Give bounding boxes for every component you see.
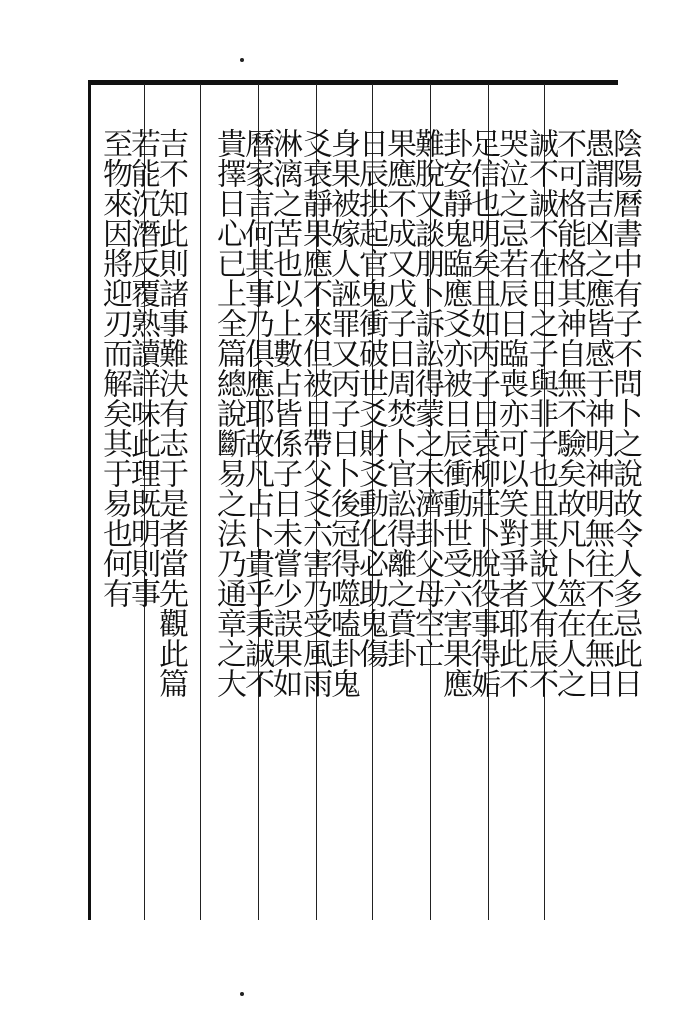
- text-column-12: 爻衰靜果應不來但被日帶父爻六害乃受風雨: [297, 128, 332, 698]
- ink-dot: [240, 58, 244, 62]
- text-column-4: 誠不誠不在日之子與非子也且其說又有辰不: [523, 128, 558, 698]
- text-column-8: 難脫又談朋卜訴訟得蒙之未濟卦父母空亡: [409, 128, 444, 668]
- text-column-5: 哭泣之忌若辰日臨喪亦可以笑對爭者耶此不: [493, 128, 528, 698]
- text-column-10: 日辰拱起官鬼衝破世爻財爻動化必助鬼傷: [353, 128, 388, 668]
- text-column-13: 淋漓之苦也以上數占皆係子日未嘗少誤果如: [267, 128, 302, 698]
- text-column-6: 足信也明矣且如丙子日袁柳莊卜脫役事得姤: [465, 128, 500, 698]
- text-column-9: 果應不成又戊子日周焚卜官訟得離之賁卦: [381, 128, 416, 668]
- text-column-15: 貴擇日心已上全篇總說斷易之法乃通章之大: [211, 128, 246, 698]
- text-column-16: 吉不知此則諸事難決有志于是者當先觀此篇: [153, 128, 188, 698]
- text-column-1: 陰陽曆書中有子不問卜之說故令人多忌此日: [607, 128, 642, 698]
- text-column-3: 不可格能格其神自無不驗矣故凡卜筮在人之: [551, 128, 586, 698]
- text-column-11: 身果被嫁人誣罪又丙子日卜後冠得噬嗑卦鬼: [325, 128, 360, 698]
- column-rule: [200, 84, 201, 920]
- text-column-18: 至物來因將迎刃而解矣其于易也何有: [97, 128, 132, 608]
- ink-dot: [240, 992, 244, 996]
- text-column-17: 若能沉潛反覆熟讀詳味此理既明則事: [125, 128, 160, 608]
- text-column-14: 曆家言何其事乃俱應耶故凡占卜貴乎秉誠不: [239, 128, 274, 698]
- text-column-2: 愚謂吉凶之應皆感于神明神明無往不在無日: [579, 128, 614, 698]
- text-column-7: 卦安靜鬼臨應爻亦被日辰衝動世受六害果應: [437, 128, 472, 698]
